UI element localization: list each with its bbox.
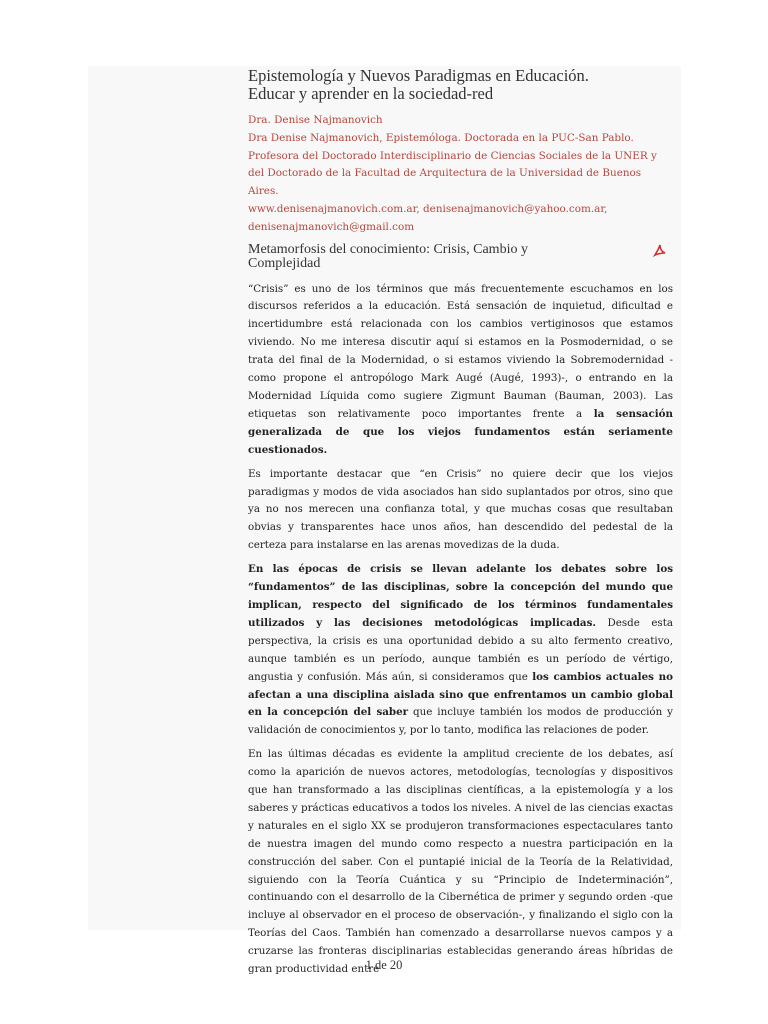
author-bio: Dra Denise Najmanovich, Epistemóloga. Doctorada en la PUC-San Pablo. Profesora del Doctorado Interdisciplinario de Ciencias Sociales de la UNER y del Doctorado de la Facultad de Arquitectura de la Universidad de Buenos Aires. xyxy=(248,131,657,198)
pdf-icon[interactable] xyxy=(653,243,667,259)
author-block xyxy=(248,112,673,237)
section-title: Metamorfosis del conocimiento: Crisis, Cambio y Complejidad xyxy=(248,243,673,271)
paragraph: En las últimas décadas es evidente la amplitud creciente de los debates, así como la aparición de nuevos actores, metodologías, tecnologías y dispositivos que han transformado a las disciplinas científicas, a la epistemología y a los saberes y prácticas educativos a todos los niveles. A nivel de las ciencias exactas y naturales en el siglo XX se produjeron transformaciones espectaculares tanto de nuestra imagen del mundo como respecto a nuestra participación en la construcción del saber. Con el puntapié inicial de la Teoría de la Relatividad, siguiendo con la Teoría Cuántica y su “Principio de Indeterminación”, continuando con el desarrollo de la Cibernética de primer y segundo orden -que incluye al observador en el proceso de observación-, y finalizando el siglo con la Teorías del Caos. También han comenzado a desarrollarse nuevos campos y a cruzarse las fronteras disciplinarias establecidas generando áreas híbridas de gran productividad entre xyxy=(248,748,673,976)
paragraph: “Crisis” es uno de los términos que más frecuentemente escuchamos en los discursos referidos a la educación. Está sensación de inquietud, dificultad e incertidumbre está relacionada con los cambios vertiginosos que estamos viviendo. No me interesa discutir aquí si estamos en la Posmodernidad, o se trata del final de la Modernidad, o si estamos viviendo la Sobremodernidad -como propone el antropólogo Mark Augé (Augé, 1993)-, o entrando en la Modernidad Líquida como sugiere Zigmunt Bauman (Bauman, 2003). Las etiquetas son relativamente poco importantes frente a la sensación generalizada de que los viejos fundamentos están seriamente cuestionados. xyxy=(248,282,674,456)
page-content xyxy=(248,66,673,985)
author-contact: www.denisenajmanovich.com.ar, denisenajmanovich@yahoo.com.ar, xyxy=(248,202,608,215)
page-indicator: 1 de 20 xyxy=(365,958,403,972)
author-name: Dra. Denise Najmanovich xyxy=(248,114,383,126)
body-text xyxy=(248,281,673,979)
document-title: Epistemología y Nuevos Paradigmas en Educación. Educar y aprender en la sociedad-red xyxy=(248,66,589,103)
paragraph: Es importante destacar que “en Crisis” no quiere decir que los viejos paradigmas y modos de vida asociados han sido suplantados por otros, sino que ya no nos merecen una confianza total, y que muchas cosas que resultaban obvias y transparentes hace unos años, han descendido del pedestal de la certeza para instalarse en las arenas movedizas de la duda. xyxy=(248,467,673,552)
author-contact-email: denisenajmanovich@gmail.com xyxy=(248,220,415,233)
paragraph: En las épocas de crisis se llevan adelante los debates sobre los “fundamentos” de las disciplinas, sobre la concepción del mundo que implican, respecto del significado de los términos fundamentales utilizados y las decisiones metodológicas implicadas. Desde esta perspectiva, la crisis es una oportunidad debido a su alto fermento creativo, aunque también es un período, aunque también es un período de vértigo, angustia y confusión. Más aún, si consideramos que los cambios actuales no afectan a una disciplina aislada sino que enfrentamos un cambio global en la concepción del saber que incluye también los modos de producción y validación de conocimientos y, por lo tanto, modifica las relaciones de poder. xyxy=(248,563,674,737)
